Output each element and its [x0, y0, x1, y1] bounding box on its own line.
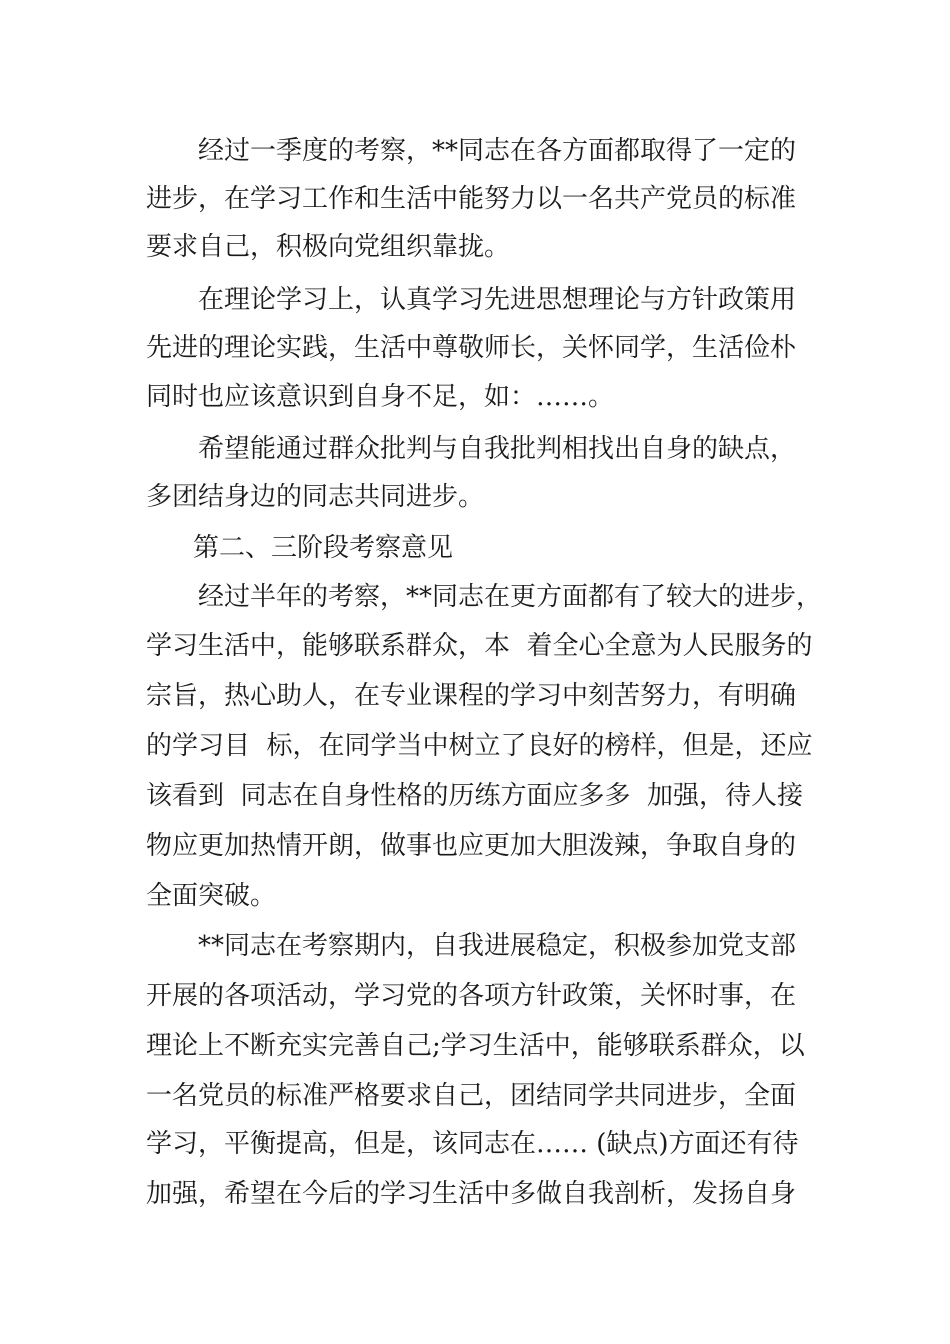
- paragraph-5-line-3: 理论上不断充实完善自己;学习生活中，能够联系群众，以: [146, 1031, 805, 1061]
- paragraph-4-line-4: 的学习目 标，在同学当中树立了良好的榜样，但是，还应: [146, 731, 813, 761]
- section-heading: 第二、三阶段考察意见: [193, 533, 454, 563]
- paragraph-3-line-1: 希望能通过群众批判与自我批判相找出自身的缺点，: [198, 434, 797, 464]
- paragraph-2-line-1: 在理论学习上，认真学习先进思想理论与方针政策用: [198, 285, 797, 315]
- paragraph-4-line-7: 全面突破。: [146, 881, 277, 911]
- paragraph-4-line-5: 该看到 同志在自身性格的历练方面应多多 加强，待人接: [146, 781, 804, 811]
- paragraph-4-line-6: 物应更加热情开朗，做事也应更加大胆泼辣，争取自身的: [146, 831, 797, 861]
- paragraph-5-line-2: 开展的各项活动，学习党的各项方针政策，关怀时事，在: [146, 981, 797, 1011]
- paragraph-1-line-1: 经过一季度的考察，**同志在各方面都取得了一定的: [198, 136, 797, 166]
- paragraph-2-line-2: 先进的理论实践，生活中尊敬师长，关怀同学，生活俭朴: [146, 333, 797, 363]
- paragraph-4-line-3: 宗旨，热心助人，在专业课程的学习中刻苦努力，有明确: [146, 681, 797, 711]
- paragraph-4-line-1: 经过半年的考察，**同志在更方面都有了较大的进步，: [198, 582, 823, 612]
- paragraph-4-line-2: 学习生活中，能够联系群众，本 着全心全意为人民服务的: [146, 631, 813, 661]
- paragraph-1-line-2: 进步，在学习工作和生活中能努力以一名共产党员的标准: [146, 184, 797, 214]
- paragraph-5-line-6: 加强，希望在今后的学习生活中多做自我剖析，发扬自身: [146, 1179, 797, 1209]
- paragraph-5-line-1: **同志在考察期内，自我进展稳定，积极参加党支部: [198, 931, 797, 961]
- paragraph-3-line-2: 多团结身边的同志共同进步。: [146, 482, 485, 512]
- paragraph-5-line-4: 一名党员的标准严格要求自己，团结同学共同进步，全面: [146, 1081, 797, 1111]
- paragraph-5-line-5: 学习，平衡提高，但是，该同志在…… (缺点)方面还有待: [146, 1129, 799, 1159]
- paragraph-2-line-3: 同时也应该意识到自身不足，如：……。: [146, 382, 615, 412]
- paragraph-1-line-3: 要求自己，积极向党组织靠拢。: [146, 232, 511, 262]
